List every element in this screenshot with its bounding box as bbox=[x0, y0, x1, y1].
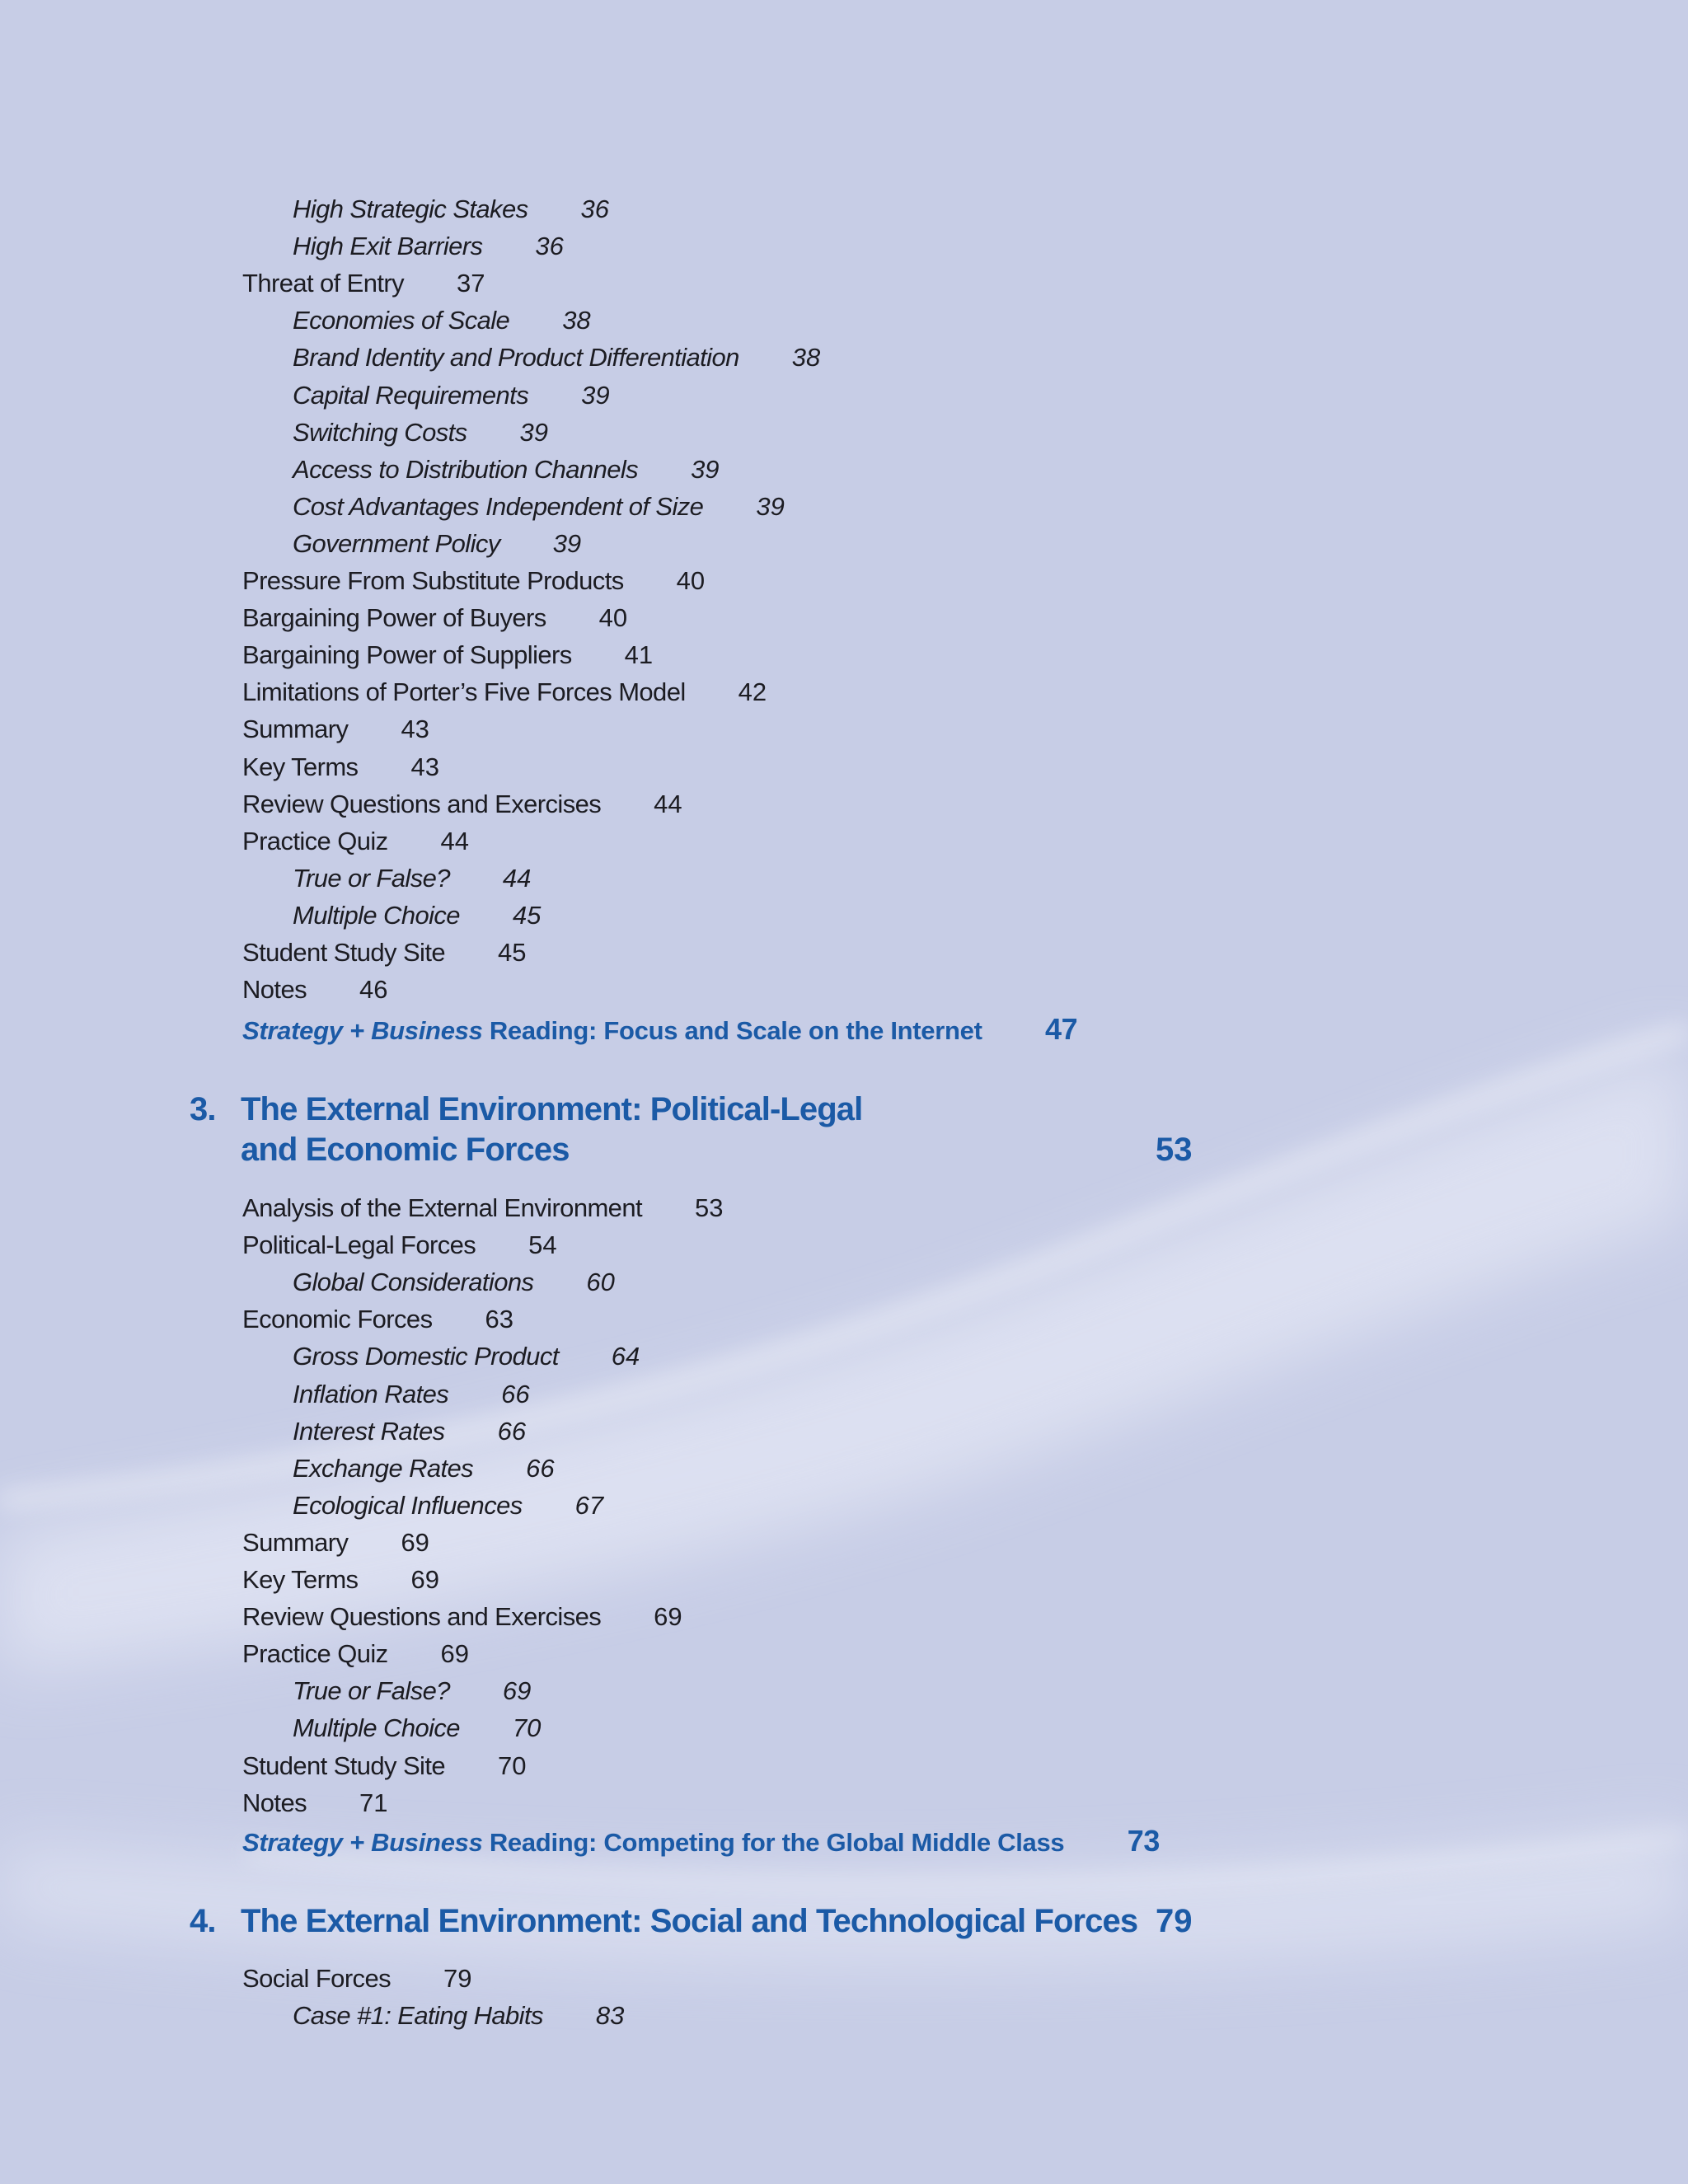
entry-title: Threat of Entry bbox=[242, 269, 405, 298]
entry-title: Bargaining Power of Buyers bbox=[242, 603, 546, 633]
entry-title: True or False? bbox=[293, 1676, 450, 1706]
toc-entry[interactable] bbox=[242, 1750, 526, 1783]
entry-title: Brand Identity and Product Differentiation bbox=[293, 343, 739, 373]
toc-subentry[interactable] bbox=[293, 1340, 640, 1373]
entry-page-number: 42 bbox=[738, 677, 767, 707]
entry-title: Inflation Rates bbox=[293, 1379, 449, 1408]
entry-title: High Strategic Stakes bbox=[293, 194, 528, 223]
toc-subentry[interactable] bbox=[293, 304, 591, 337]
entry-title: Review Questions and Exercises bbox=[242, 1602, 602, 1632]
toc-entry[interactable] bbox=[242, 565, 705, 598]
chapter-title-line-1: The External Environment: Political-Legal bbox=[241, 1091, 863, 1127]
toc-entry[interactable] bbox=[242, 1601, 682, 1633]
toc-entry[interactable] bbox=[242, 639, 653, 672]
reading-brand: Strategy + Business bbox=[242, 1016, 483, 1045]
entry-page-number: 38 bbox=[791, 343, 821, 373]
entry-page-number: 39 bbox=[552, 528, 582, 558]
toc-entry[interactable] bbox=[242, 1192, 723, 1225]
toc-entry[interactable] bbox=[242, 788, 682, 821]
chapter-title-line-2: and Economic Forces bbox=[241, 1132, 570, 1168]
entry-title: Summary bbox=[242, 715, 349, 744]
entry-title: Multiple Choice bbox=[293, 1713, 460, 1743]
toc-subentry[interactable] bbox=[293, 1712, 541, 1745]
entry-title: Case #1: Eating Habits bbox=[293, 2001, 543, 2031]
chapter-number: 3. bbox=[190, 1091, 216, 1127]
entry-page-number: 39 bbox=[691, 454, 720, 484]
entry-page-number: 43 bbox=[410, 752, 439, 781]
entry-title: Notes bbox=[242, 975, 307, 1005]
toc-subentry[interactable] bbox=[293, 1378, 530, 1411]
chapter-page-number: 79 bbox=[1156, 1903, 1193, 1939]
entry-title: Global Considerations bbox=[293, 1268, 534, 1297]
chapter-number: 4. bbox=[190, 1903, 216, 1939]
toc-entry[interactable] bbox=[242, 751, 439, 784]
entry-page-number: 83 bbox=[595, 2001, 625, 2031]
entry-title: Interest Rates bbox=[293, 1416, 445, 1446]
toc-subentry[interactable] bbox=[293, 899, 541, 932]
toc-subentry[interactable] bbox=[293, 1266, 615, 1299]
entry-page-number: 69 bbox=[440, 1639, 470, 1669]
entry-page-number: 44 bbox=[502, 863, 532, 893]
entry-page-number: 69 bbox=[654, 1602, 682, 1632]
entry-title: Gross Domestic Product bbox=[293, 1342, 559, 1371]
entry-page-number: 66 bbox=[526, 1453, 555, 1483]
toc-subentry[interactable] bbox=[293, 341, 820, 374]
entry-title: Social Forces bbox=[242, 1964, 391, 1993]
entry-title: Key Terms bbox=[242, 1565, 359, 1594]
reading-title: Reading: Focus and Scale on the Internet bbox=[489, 1016, 982, 1045]
entry-page-number: 60 bbox=[586, 1268, 615, 1297]
toc-subentry[interactable] bbox=[293, 379, 610, 412]
entry-page-number: 45 bbox=[497, 938, 527, 967]
entry-page-number: 69 bbox=[401, 1527, 429, 1557]
entry-title: Student Study Site bbox=[242, 1750, 445, 1780]
entry-page-number: 66 bbox=[497, 1416, 527, 1446]
entry-page-number: 54 bbox=[528, 1230, 557, 1260]
entry-page-number: 69 bbox=[410, 1565, 439, 1594]
entry-title: Pressure From Substitute Products bbox=[242, 566, 624, 595]
entry-title: High Exit Barriers bbox=[293, 232, 483, 261]
entry-title: Limitations of Porter’s Five Forces Model bbox=[242, 677, 686, 707]
entry-page-number: 40 bbox=[676, 566, 706, 595]
toc-entry[interactable] bbox=[242, 602, 627, 635]
entry-page-number: 70 bbox=[497, 1750, 527, 1780]
toc-entry[interactable] bbox=[242, 1787, 387, 1820]
entry-page-number: 69 bbox=[502, 1676, 532, 1706]
entry-page-number: 64 bbox=[611, 1342, 640, 1371]
toc-entry[interactable] bbox=[242, 676, 767, 709]
toc-subentry[interactable] bbox=[293, 490, 785, 523]
entry-page-number: 71 bbox=[359, 1788, 388, 1817]
entry-page-number: 43 bbox=[401, 715, 429, 744]
reading-title: Reading: Competing for the Global Middle Class bbox=[489, 1828, 1065, 1857]
toc-entry[interactable] bbox=[242, 1229, 557, 1262]
entry-title: Bargaining Power of Suppliers bbox=[242, 640, 572, 670]
entry-page-number: 39 bbox=[519, 417, 549, 447]
toc-entry[interactable] bbox=[242, 713, 429, 746]
toc-subentry[interactable] bbox=[293, 416, 548, 449]
entry-page-number: 36 bbox=[535, 232, 564, 261]
toc-entry[interactable] bbox=[242, 267, 485, 300]
entry-page-number: 38 bbox=[562, 306, 591, 335]
entry-title: Economic Forces bbox=[242, 1305, 433, 1334]
entry-title: Cost Advantages Independent of Size bbox=[293, 491, 704, 521]
entry-page-number: 46 bbox=[359, 975, 388, 1005]
toc-subentry[interactable] bbox=[293, 1675, 531, 1708]
entry-page-number: 40 bbox=[598, 603, 628, 633]
entry-page-number: 66 bbox=[501, 1379, 530, 1408]
entry-title: Economies of Scale bbox=[293, 306, 510, 335]
toc-entry[interactable] bbox=[242, 1526, 429, 1559]
entry-page-number: 36 bbox=[580, 194, 609, 223]
entry-title: Analysis of the External Environment bbox=[242, 1193, 642, 1222]
toc-entry[interactable] bbox=[242, 1303, 513, 1336]
entry-title: Government Policy bbox=[293, 528, 500, 558]
strategy-business-reading-entry[interactable] bbox=[242, 1013, 1077, 1047]
entry-page-number: 37 bbox=[457, 269, 485, 298]
entry-title: Capital Requirements bbox=[293, 380, 529, 410]
toc-entry[interactable] bbox=[242, 1638, 469, 1671]
toc-entry[interactable] bbox=[242, 1563, 439, 1596]
toc-subentry[interactable] bbox=[293, 1452, 555, 1485]
entry-title: Practice Quiz bbox=[242, 826, 388, 855]
entry-page-number: 63 bbox=[485, 1305, 513, 1334]
toc-entry[interactable] bbox=[242, 825, 469, 858]
entry-page-number: 79 bbox=[443, 1964, 472, 1993]
entry-page-number: 41 bbox=[624, 640, 654, 670]
entry-title: Multiple Choice bbox=[293, 900, 460, 930]
entry-title: Summary bbox=[242, 1527, 349, 1557]
entry-page-number: 45 bbox=[512, 900, 542, 930]
entry-title: Practice Quiz bbox=[242, 1639, 388, 1669]
entry-page-number: 67 bbox=[574, 1490, 604, 1520]
entry-title: Access to Distribution Channels bbox=[293, 454, 639, 484]
entry-title: Notes bbox=[242, 1788, 307, 1817]
toc-subentry[interactable] bbox=[293, 862, 531, 895]
entry-title: Ecological Influences bbox=[293, 1490, 523, 1520]
entry-page-number: 39 bbox=[756, 491, 785, 521]
chapter-page-number: 53 bbox=[1156, 1132, 1193, 1168]
toc-subentry[interactable] bbox=[293, 193, 609, 226]
entry-page-number: 70 bbox=[512, 1713, 542, 1743]
entry-title: Key Terms bbox=[242, 752, 359, 781]
entry-title: Switching Costs bbox=[293, 417, 467, 447]
entry-page-number: 44 bbox=[440, 826, 470, 855]
entry-title: Exchange Rates bbox=[293, 1453, 474, 1483]
reading-page-number: 47 bbox=[1044, 1012, 1078, 1046]
entry-page-number: 44 bbox=[654, 789, 682, 818]
chapter-title: The External Environment: Social and Technological Forces bbox=[241, 1903, 1138, 1939]
toc-subentry[interactable] bbox=[293, 230, 564, 263]
toc-entry[interactable] bbox=[242, 936, 526, 969]
toc-subentry[interactable] bbox=[293, 1489, 603, 1522]
entry-title: Student Study Site bbox=[242, 938, 445, 967]
reading-page-number: 73 bbox=[1127, 1824, 1160, 1858]
toc-subentry[interactable] bbox=[293, 453, 720, 486]
entry-title: True or False? bbox=[293, 863, 450, 893]
entry-title: Political-Legal Forces bbox=[242, 1230, 476, 1260]
toc-entry[interactable] bbox=[242, 973, 387, 1006]
entry-title: Review Questions and Exercises bbox=[242, 789, 602, 818]
entry-page-number: 39 bbox=[581, 380, 610, 410]
toc-subentry[interactable] bbox=[293, 1999, 624, 2032]
strategy-business-reading-entry[interactable] bbox=[242, 1825, 1160, 1859]
toc-entry[interactable] bbox=[242, 1962, 471, 1995]
entry-page-number: 53 bbox=[694, 1193, 724, 1222]
reading-brand: Strategy + Business bbox=[242, 1828, 483, 1857]
toc-subentry[interactable] bbox=[293, 527, 581, 560]
toc-subentry[interactable] bbox=[293, 1415, 526, 1448]
